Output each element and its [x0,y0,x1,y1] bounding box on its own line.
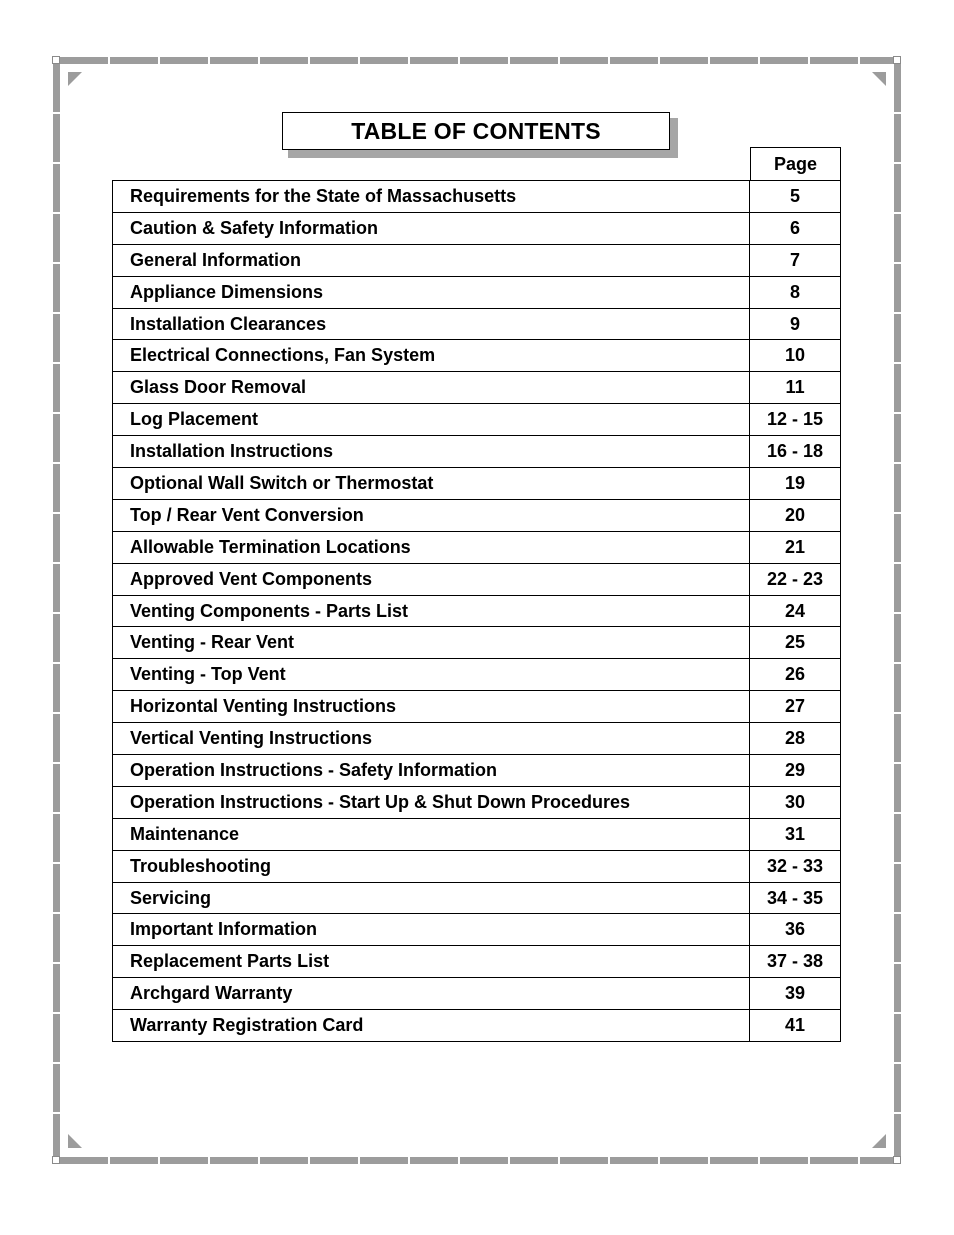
toc-entry-title: Venting - Top Vent [113,659,750,691]
toc-entry-page: 11 [750,372,841,404]
toc-table [112,180,841,1042]
toc-row [113,531,841,563]
toc-entry-page: 34 - 35 [750,882,841,914]
toc-entry-page: 31 [750,818,841,850]
toc-entry-page: 27 [750,691,841,723]
toc-entry-page: 21 [750,531,841,563]
toc-row [113,244,841,276]
toc-entry-page: 9 [750,308,841,340]
corner-triangle-bottom-right [872,1134,886,1148]
toc-entry-page: 30 [750,786,841,818]
corner-triangle-bottom-left [68,1134,82,1148]
toc-row [113,627,841,659]
toc-entry-title: Approved Vent Components [113,563,750,595]
toc-entry-title: Caution & Safety Information [113,212,750,244]
toc-entry-title: Archgard Warranty [113,978,750,1010]
toc-entry-title: Log Placement [113,404,750,436]
toc-entry-page: 16 - 18 [750,436,841,468]
toc-row [113,882,841,914]
toc-entry-page: 20 [750,499,841,531]
toc-entry-page: 22 - 23 [750,563,841,595]
frame-corner-top-left [52,56,60,64]
toc-entry-page: 7 [750,244,841,276]
toc-entry-title: Electrical Connections, Fan System [113,340,750,372]
frame-border-bottom [60,1157,894,1164]
toc-entry-title: Operation Instructions - Start Up & Shut Down Procedures [113,786,750,818]
toc-entry-title: Vertical Venting Instructions [113,723,750,755]
toc-row [113,978,841,1010]
toc-entry-page: 28 [750,723,841,755]
toc-entry-page: 32 - 33 [750,850,841,882]
toc-entry-title: Replacement Parts List [113,946,750,978]
toc-entry-title: Installation Clearances [113,308,750,340]
toc-entry-page: 36 [750,914,841,946]
toc-row [113,595,841,627]
toc-entry-title: Top / Rear Vent Conversion [113,499,750,531]
toc-entry-page: 10 [750,340,841,372]
toc-entry-title: Venting Components - Parts List [113,595,750,627]
toc-row [113,563,841,595]
toc-entry-title: Operation Instructions - Safety Information [113,755,750,787]
frame-corner-bottom-right [893,1156,901,1164]
toc-entry-title: Glass Door Removal [113,372,750,404]
frame-corner-bottom-left [52,1156,60,1164]
toc-entry-title: Important Information [113,914,750,946]
frame-corner-top-right [893,56,901,64]
toc-entry-title: Maintenance [113,818,750,850]
toc-entry-page: 12 - 15 [750,404,841,436]
toc-entry-title: Troubleshooting [113,850,750,882]
toc-row [113,468,841,500]
toc-entry-page: 37 - 38 [750,946,841,978]
toc-row [113,308,841,340]
toc-entry-page: 39 [750,978,841,1010]
toc-row [113,818,841,850]
toc-entry-title: Optional Wall Switch or Thermostat [113,468,750,500]
toc-row [113,404,841,436]
toc-entry-page: 8 [750,276,841,308]
toc-entry-title: Servicing [113,882,750,914]
toc-row [113,914,841,946]
frame-border-left [53,64,60,1157]
toc-entry-page: 5 [750,181,841,213]
toc-entry-title: Appliance Dimensions [113,276,750,308]
toc-row [113,946,841,978]
toc-row [113,212,841,244]
toc-entry-page: 25 [750,627,841,659]
toc-entry-page: 24 [750,595,841,627]
toc-row [113,1010,841,1042]
toc-row [113,659,841,691]
toc-entry-title: Horizontal Venting Instructions [113,691,750,723]
page-column-header: Page [750,147,841,181]
toc-row [113,181,841,213]
toc-entry-title: Installation Instructions [113,436,750,468]
toc-row [113,723,841,755]
toc-row [113,850,841,882]
toc-row [113,276,841,308]
toc-entry-page: 6 [750,212,841,244]
corner-triangle-top-left [68,72,82,86]
toc-entry-page: 19 [750,468,841,500]
toc-row [113,340,841,372]
frame-border-top [60,57,894,64]
toc-entry-title: Requirements for the State of Massachusetts [113,181,750,213]
toc-row [113,755,841,787]
toc-row [113,499,841,531]
toc-entry-page: 26 [750,659,841,691]
toc-entry-title: General Information [113,244,750,276]
frame-border-right [894,64,901,1157]
toc-entry-page: 41 [750,1010,841,1042]
corner-triangle-top-right [872,72,886,86]
toc-row [113,436,841,468]
toc-entry-title: Venting - Rear Vent [113,627,750,659]
page-title: TABLE OF CONTENTS [282,112,670,150]
toc-row [113,691,841,723]
toc-entry-title: Warranty Registration Card [113,1010,750,1042]
toc-row [113,372,841,404]
toc-row [113,786,841,818]
toc-entry-page: 29 [750,755,841,787]
toc-entry-title: Allowable Termination Locations [113,531,750,563]
